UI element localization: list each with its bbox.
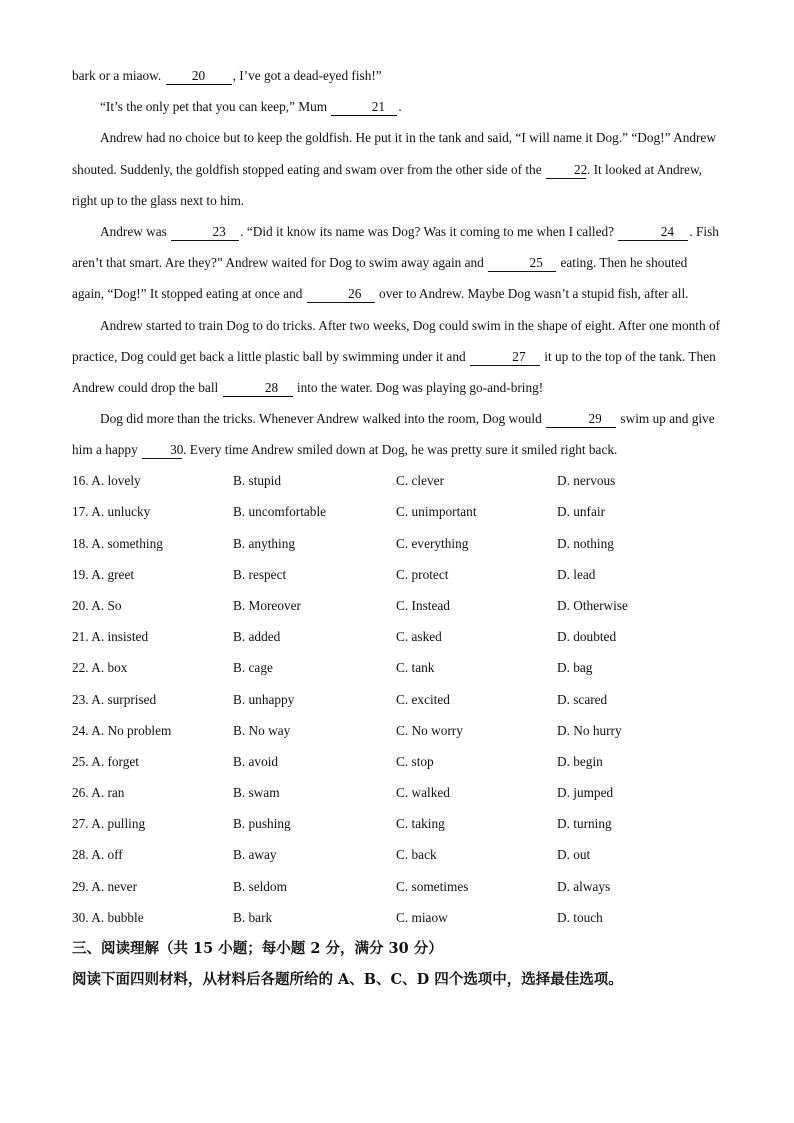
- option-b[interactable]: B. away: [233, 847, 277, 863]
- option-row-17: [72, 497, 722, 528]
- option-d[interactable]: D. doubted: [557, 629, 617, 645]
- blank-24[interactable]: 24: [618, 224, 688, 241]
- passage-paragraph-6: [72, 403, 722, 465]
- option-c[interactable]: C. protect: [396, 566, 449, 582]
- option-b[interactable]: B. uncomfortable: [233, 504, 327, 520]
- option-d[interactable]: D. lead: [557, 566, 596, 582]
- answer-options: [72, 466, 722, 934]
- option-b[interactable]: B. stupid: [233, 473, 282, 489]
- option-c[interactable]: C. Instead: [396, 597, 450, 613]
- passage-paragraph-3: [72, 122, 722, 216]
- option-row-22: [72, 653, 722, 684]
- option-b[interactable]: B. bark: [233, 909, 273, 925]
- blank-21[interactable]: 21: [331, 99, 397, 116]
- passage-paragraph-2: [72, 91, 722, 122]
- passage-text: bark or a miaow.: [72, 68, 165, 83]
- passage-text: it up to the top of the tank. Then Andrew could drop the ball: [72, 348, 716, 396]
- passage-text: , I’ve got a dead-eyed fish!”: [232, 68, 382, 83]
- passage-paragraph-1: [72, 60, 722, 91]
- option-c[interactable]: C. stop: [396, 753, 434, 769]
- section-title: 三、阅读理解（共 15 小题；每小题 2 分，满分 30 分）: [72, 940, 443, 958]
- option-d[interactable]: D. scared: [557, 691, 608, 707]
- option-b[interactable]: B. No way: [233, 722, 291, 738]
- passage-text: Dog did more than the tricks. Whenever Andrew walked into the room, Dog would: [100, 411, 546, 427]
- option-row-18: [72, 528, 722, 559]
- option-b[interactable]: B. cage: [233, 660, 273, 676]
- option-row-25: [72, 746, 722, 777]
- blank-26[interactable]: 26: [307, 286, 375, 303]
- option-d[interactable]: D. Otherwise: [557, 597, 628, 613]
- blank-27[interactable]: 27: [470, 349, 540, 366]
- option-row-27: [72, 809, 722, 840]
- option-d[interactable]: D. out: [557, 847, 591, 863]
- passage-text: . It looked at Andrew, right up to the glass next to him.: [72, 161, 703, 208]
- blank-23[interactable]: 23: [171, 224, 239, 241]
- option-row-20: [72, 590, 722, 621]
- option-row-19: [72, 559, 722, 590]
- blank-22[interactable]: 22: [546, 162, 586, 179]
- option-b[interactable]: B. respect: [233, 566, 287, 582]
- option-a[interactable]: 19. A. greet: [72, 566, 135, 582]
- option-d[interactable]: D. unfair: [557, 504, 605, 520]
- option-c[interactable]: C. everything: [396, 535, 469, 551]
- option-b[interactable]: B. added: [233, 629, 281, 645]
- option-d[interactable]: D. jumped: [557, 785, 614, 801]
- option-b[interactable]: B. unhappy: [233, 691, 295, 707]
- option-c[interactable]: C. excited: [396, 691, 450, 707]
- option-a[interactable]: 27. A. pulling: [72, 816, 146, 832]
- option-a[interactable]: 30. A. bubble: [72, 909, 144, 925]
- option-c[interactable]: C. unimportant: [396, 504, 477, 520]
- passage-text: . Fish aren’t that smart. Are they?” Andrew waited for Dog to swim away again and: [72, 224, 719, 271]
- passage-text: .: [398, 99, 402, 115]
- passage-text: Andrew had no choice but to keep the goldfish. He put it in the tank and said, “I will name it Dog.” “Dog!” Andrew shouted. Suddenly, the goldfish stopped eating and swam over from the other side of the: [72, 130, 716, 177]
- option-d[interactable]: D. touch: [557, 909, 603, 925]
- option-a[interactable]: 21. A. insisted: [72, 629, 149, 645]
- option-a[interactable]: 17. A. unlucky: [72, 504, 151, 520]
- option-a[interactable]: 24. A. No problem: [72, 722, 172, 738]
- option-b[interactable]: B. Moreover: [233, 597, 301, 613]
- exam-page: [72, 60, 722, 995]
- option-d[interactable]: D. No hurry: [557, 722, 622, 738]
- passage-text: eating. Then he shouted again, “Dog!” It stopped eating at once and: [72, 255, 688, 302]
- passage-text: over to Andrew. Maybe Dog wasn’t a stupid fish, after all.: [375, 286, 689, 302]
- option-c[interactable]: C. walked: [396, 785, 450, 801]
- passage-text: Andrew started to train Dog to do tricks. After two weeks, Dog could swim in the shape of eight. After one month of practice, Dog could get back a little plastic ball by swimming under it and: [72, 317, 721, 364]
- passage-text: into the water. Dog was playing go-and-bring!: [293, 380, 544, 396]
- option-a[interactable]: 28. A. off: [72, 847, 123, 863]
- option-c[interactable]: C. clever: [396, 473, 444, 489]
- blank-25[interactable]: 25: [488, 255, 556, 272]
- option-row-26: [72, 778, 722, 809]
- option-row-28: [72, 840, 722, 871]
- option-a[interactable]: 16. A. lovely: [72, 473, 141, 489]
- option-a[interactable]: 22. A. box: [72, 660, 128, 676]
- option-b[interactable]: B. avoid: [233, 753, 279, 769]
- passage-text: . “Did it know its name was Dog? Was it coming to me when I called?: [240, 224, 618, 240]
- blank-20[interactable]: 20: [166, 68, 232, 85]
- option-a[interactable]: 23. A. surprised: [72, 691, 157, 707]
- option-row-30: [72, 902, 722, 933]
- option-d[interactable]: D. turning: [557, 816, 612, 832]
- option-b[interactable]: B. swam: [233, 785, 280, 801]
- option-d[interactable]: D. always: [557, 878, 611, 894]
- option-d[interactable]: D. begin: [557, 753, 603, 769]
- option-b[interactable]: B. pushing: [233, 816, 291, 832]
- option-c[interactable]: C. No worry: [396, 722, 463, 738]
- option-c[interactable]: C. miaow: [396, 909, 448, 925]
- option-a[interactable]: 29. A. never: [72, 878, 137, 894]
- option-d[interactable]: D. nervous: [557, 473, 616, 489]
- passage-paragraph-4: [72, 216, 722, 310]
- option-d[interactable]: D. bag: [557, 660, 593, 676]
- option-c[interactable]: C. tank: [396, 660, 435, 676]
- option-row-29: [72, 871, 722, 902]
- blank-30[interactable]: 30: [142, 442, 182, 459]
- section-instruction: 阅读下面四则材料，从材料后各题所给的 A、B、C、D 四个选项中，选择最佳选项。: [72, 971, 623, 989]
- option-d[interactable]: D. nothing: [557, 535, 614, 551]
- blank-28[interactable]: 28: [223, 380, 293, 397]
- option-row-21: [72, 622, 722, 653]
- option-row-23: [72, 684, 722, 715]
- option-row-16: [72, 466, 722, 497]
- option-c[interactable]: C. taking: [396, 816, 445, 832]
- blank-29[interactable]: 29: [546, 411, 616, 428]
- option-a[interactable]: 26. A. ran: [72, 785, 125, 801]
- option-a[interactable]: 20. A. So: [72, 597, 122, 613]
- option-b[interactable]: B. anything: [233, 535, 296, 551]
- passage-text: Andrew was: [100, 224, 171, 240]
- option-b[interactable]: B. seldom: [233, 878, 287, 894]
- option-c[interactable]: C. back: [396, 847, 437, 863]
- option-a[interactable]: 25. A. forget: [72, 753, 139, 769]
- option-row-24: [72, 715, 722, 746]
- option-c[interactable]: C. sometimes: [396, 878, 469, 894]
- option-a[interactable]: 18. A. something: [72, 535, 163, 551]
- passage-paragraph-5: [72, 310, 722, 404]
- passage-text: “It’s the only pet that you can keep,” Mum: [100, 99, 331, 115]
- option-c[interactable]: C. asked: [396, 629, 442, 645]
- passage-text: swim up and give him a happy: [72, 411, 715, 458]
- passage-text: . Every time Andrew smiled down at Dog, he was pretty sure it smiled right back.: [183, 442, 618, 458]
